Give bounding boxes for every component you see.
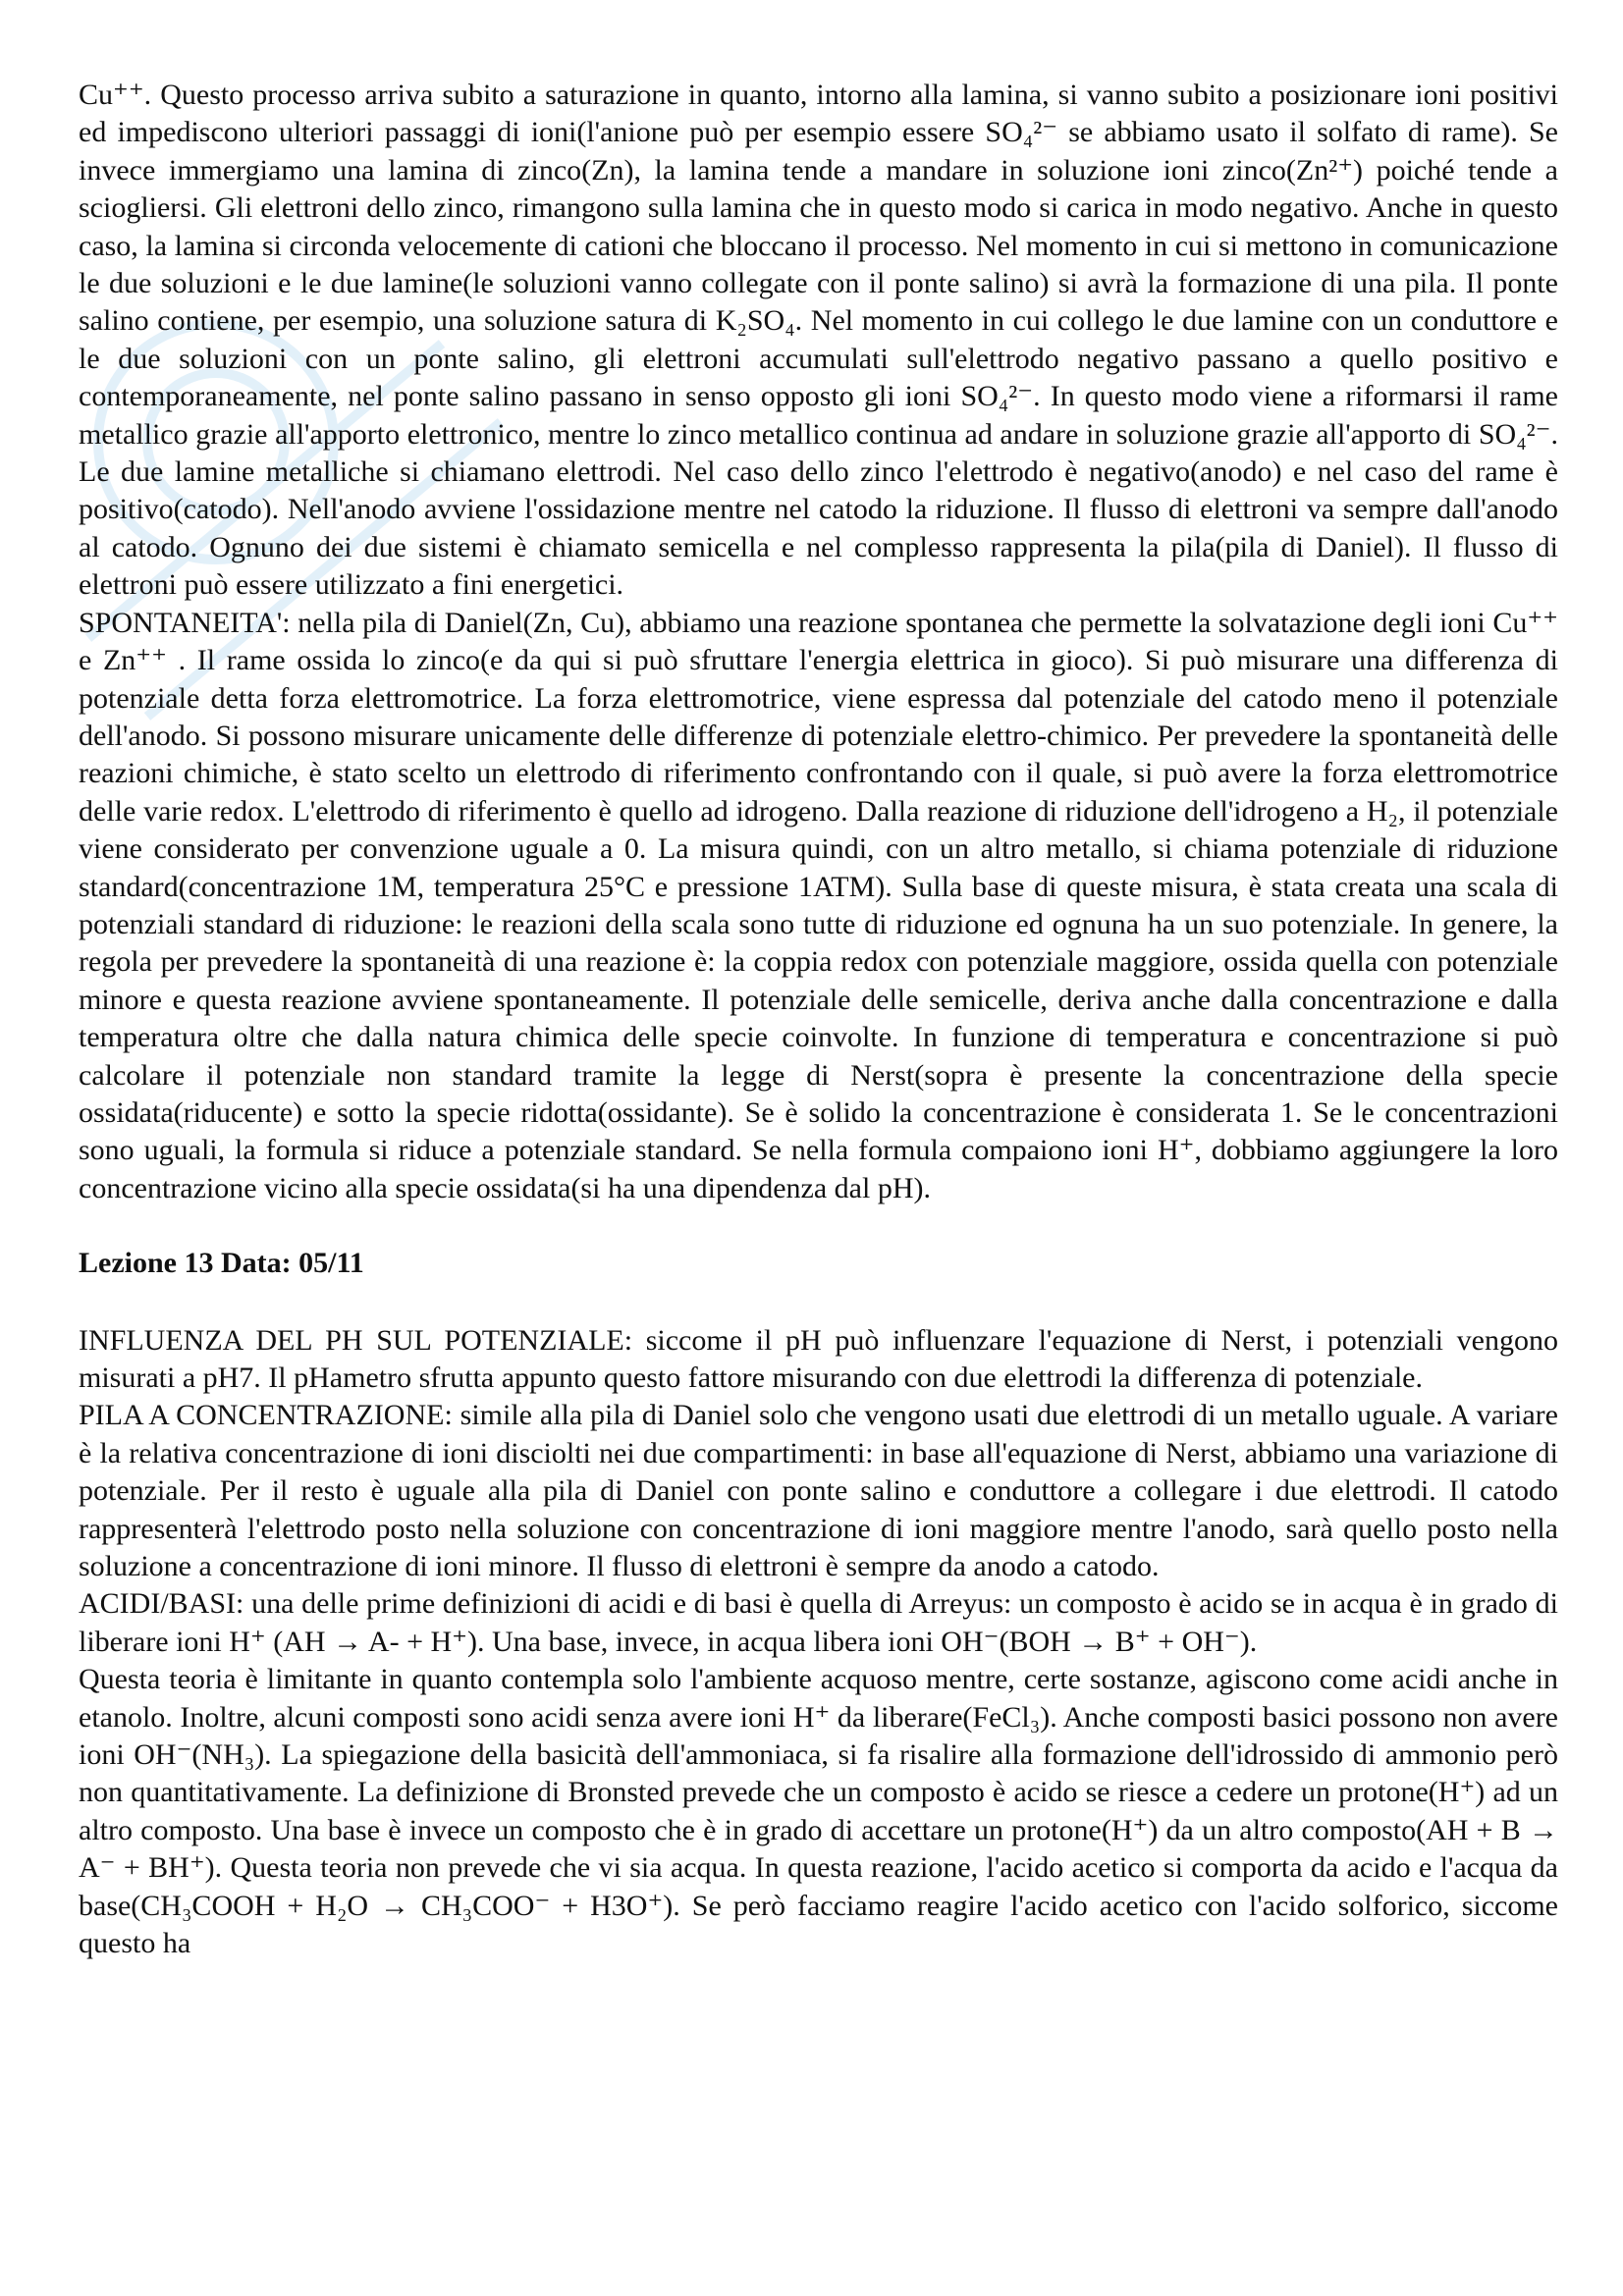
paragraph-pila-concentrazione: PILA A CONCENTRAZIONE: simile alla pila di Daniel solo che vengono usati due elettrodi di un metallo uguale. A variare è la relativa concentrazione di ioni disciolti nei due compartimenti: in base all'equazione di Nerst, abbiamo una variazione di potenziale. Per il resto è uguale alla pila di Daniel con ponte salino e conduttore a collegare i due elettrodi. Il catodo rappresenterà l'elettrodo posto nella soluzione con concentrazione di ioni maggiore mentre l'anodo, sarà quello posto nella soluzione a concentrazione di ioni minore. Il flusso di elettroni è sempre da anodo a catodo. — [79, 1399, 1558, 1583]
paragraph-influenza-ph: INFLUENZA DEL PH SUL POTENZIALE: siccome il pH può influenzare l'equazione di Nerst, i potenziali vengono misurati a pH7. Il pHametro sfrutta appunto questo fattore misurando con due elettrodi la differenza di potenziale. — [79, 1323, 1558, 1394]
paragraph-spontaneita: SPONTANEITA': nella pila di Daniel(Zn, Cu), abbiamo una reazione spontanea che permette la solvatazione degli ioni Cu⁺⁺ e Zn⁺⁺ . Il rame ossida lo zinco(e da qui si può sfruttare l'energia elettrica in gioco). Si può misurare una differenza di potenziale detta forza elettromotrice. La forza elettromotrice, viene espressa dal potenziale del catodo meno il potenziale dell'anodo. Si possono misurare unicamente delle differenze di potenziale elettro-chimico. Per prevedere la spontaneità delle reazioni chimiche, è stato scelto un elettrodo di riferimento confrontando con il quale, si può avere la forza elettromotrice delle varie redox. L'elettrodo di riferimento è quello ad idrogeno. Dalla reazione di riduzione dell'idrogeno a H₂, il potenziale viene considerato per convenzione uguale a 0. La misura quindi, con un altro metallo, si chiama potenziale di riduzione standard(concentrazione 1M, temperatura 25°C e pressione 1ATM). Sulla base di queste misura, è stata creata una scala di potenziali standard di riduzione: le reazioni della scala sono tutte di riduzione ed ognuna ha un suo potenziale. In genere, la regola per prevedere la spontaneità di una reazione è: la coppia redox con potenziale maggiore, ossida quella con potenziale minore e questa reazione avviene spontaneamente. Il potenziale delle semicelle, deriva anche dalla concentrazione e dalla temperatura oltre che dalla natura chimica delle specie coinvolte. In funzione di temperatura e concentrazione si può calcolare il potenziale non standard tramite la legge di Nerst(sopra è presente la concentrazione della specie ossidata(riducente) e sotto la specie ridotta(ossidante). Se è solido la concentrazione è considerata 1. Se le concentrazioni sono uguali, la formula si riduce a potenziale standard. Se nella formula compaiono ioni H⁺, dobbiamo aggiungere la loro concentrazione vicino alla specie ossidata(si ha una dipendenza dal pH). — [79, 606, 1558, 1204]
document-page — [79, 77, 1558, 1963]
lesson-heading: Lezione 13 Data: 05/11 — [79, 1247, 364, 1280]
paragraph-acidi-basi: ACIDI/BASI: una delle prime definizioni di acidi e di basi è quella di Arreyus: un composto è acido se in acqua è in grado di liberare ioni H⁺ (AH → A- + H⁺). Una base, invece, in acqua libera ioni OH⁻(BOH → B⁺ + OH⁻). — [79, 1587, 1558, 1658]
paragraph-bronsted: Questa teoria è limitante in quanto contempla solo l'ambiente acquoso mentre, certe sostanze, agiscono come acidi anche in etanolo. Inoltre, alcuni composti sono acidi senza avere ioni H⁺ da liberare(FeCl₃). Anche composti basici possono non avere ioni OH⁻(NH₃). La spiegazione della basicità dell'ammoniaca, si fa risalire alla formazione dell'idrossido di ammonio però non quantitativamente. La definizione di Bronsted prevede che un composto è acido se riesce a cedere un protone(H⁺) ad un altro composto. Una base è invece un composto che è in grado di accettare un protone(H⁺) da un altro composto(AH + B → A⁻ + BH⁺). Questa teoria non prevede che vi sia acqua. In questa reazione, l'acido acetico si comporta da acido e l'acqua da base(CH₃COOH + H₂O → CH₃COO⁻ + H3O⁺). Se però facciamo reagire l'acido acetico con l'acido solforico, siccome questo ha — [79, 1663, 1558, 1960]
paragraph-daniel-cell: Cu⁺⁺. Questo processo arriva subito a saturazione in quanto, intorno alla lamina, si vanno subito a posizionare ioni positivi ed impediscono ulteriori passaggi di ioni(l'anione può per esempio essere SO₄²⁻ se abbiamo usato il solfato di rame). Se invece immergiamo una lamina di zinco(Zn), la lamina tende a mandare in soluzione ioni zinco(Zn²⁺) poiché tende a sciogliersi. Gli elettroni dello zinco, rimangono sulla lamina che in questo modo si carica in modo negativo. Anche in questo caso, la lamina si circonda velocemente di cationi che bloccano il processo. Nel momento in cui si mettono in comunicazione le due soluzioni e le due lamine(le soluzioni vanno collegate con il ponte salino) si avrà la formazione di una pila. Il ponte salino contiene, per esempio, una soluzione satura di K₂SO₄. Nel momento in cui collego le due lamine con un conduttore e le due soluzioni con un ponte salino, gli elettroni accumulati sull'elettrodo negativo passano a quello positivo e contemporaneamente, nel ponte salino passano in senso opposto gli ioni SO₄²⁻. In questo modo viene a riformarsi il rame metallico grazie all'apporto elettronico, mentre lo zinco metallico continua ad andare in soluzione grazie all'apporto di SO₄²⁻. Le due lamine metalliche si chiamano elettrodi. Nel caso dello zinco l'elettrodo è negativo(anodo) e nel caso del rame è positivo(catodo). Nell'anodo avviene l'ossidazione mentre nel catodo la riduzione. Il flusso di elettroni va sempre dall'anodo al catodo. Ognuno dei due sistemi è chiamato semicella e nel complesso rappresenta la pila(pila di Daniel). Il flusso di elettroni può essere utilizzato a fini energetici. — [79, 79, 1558, 602]
